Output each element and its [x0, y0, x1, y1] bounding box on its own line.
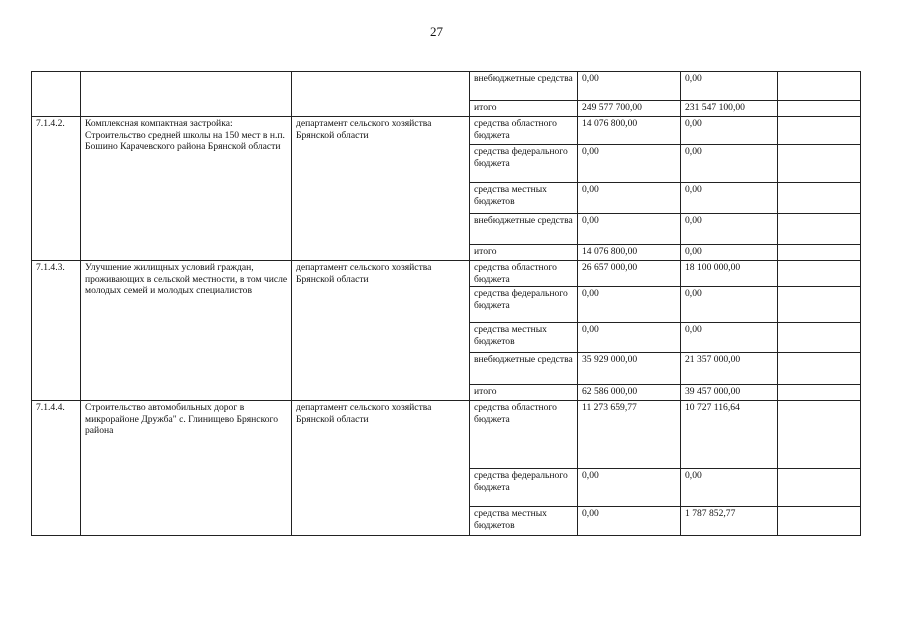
empty-cell [778, 469, 861, 507]
source-value-1: 62 586 000,00 [578, 385, 681, 401]
empty-cell [778, 117, 861, 145]
item-number: 7.1.4.3. [32, 261, 81, 401]
source-value-1: 0,00 [578, 214, 681, 245]
page-number: 27 [430, 24, 443, 39]
empty-cell [778, 323, 861, 353]
source-value-1: 11 273 659,77 [578, 401, 681, 469]
empty-cell [778, 183, 861, 214]
item-name: Улучшение жилищных условий граждан, проживающих в сельской местности, в том числе молодых семей и молодых специалистов [81, 261, 292, 401]
source-value-2: 10 727 116,64 [681, 401, 778, 469]
source-label: внебюджетные средства [470, 72, 578, 101]
source-value-1: 0,00 [578, 287, 681, 323]
item-name [81, 72, 292, 117]
empty-cell [778, 72, 861, 101]
source-label: итого [470, 101, 578, 117]
source-value-2: 0,00 [681, 145, 778, 183]
source-label: средства федерального бюджета [470, 469, 578, 507]
empty-cell [778, 245, 861, 261]
source-value-2: 0,00 [681, 323, 778, 353]
item-name: Комплексная компактная застройка: Строительство средней школы на 150 мест в н.п. Бошино Карачевского района Брянской области [81, 117, 292, 261]
source-value-1: 14 076 800,00 [578, 245, 681, 261]
item-number: 7.1.4.4. [32, 401, 81, 536]
source-label: итого [470, 385, 578, 401]
source-label: средства областного бюджета [470, 401, 578, 469]
source-label: итого [470, 245, 578, 261]
source-value-1: 0,00 [578, 323, 681, 353]
item-executor: департамент сельского хозяйства Брянской области [292, 261, 470, 401]
source-value-1: 249 577 700,00 [578, 101, 681, 117]
budget-table [31, 71, 861, 536]
source-label: средства областного бюджета [470, 261, 578, 287]
source-label: средства областного бюджета [470, 117, 578, 145]
table-row [32, 72, 861, 101]
empty-cell [778, 261, 861, 287]
item-number: 7.1.4.2. [32, 117, 81, 261]
source-value-1: 0,00 [578, 145, 681, 183]
source-value-2: 0,00 [681, 469, 778, 507]
table-row [32, 401, 861, 469]
table-row [32, 117, 861, 145]
source-value-2: 231 547 100,00 [681, 101, 778, 117]
empty-cell [778, 353, 861, 385]
source-value-1: 0,00 [578, 469, 681, 507]
source-value-2: 39 457 000,00 [681, 385, 778, 401]
source-value-1: 14 076 800,00 [578, 117, 681, 145]
source-label: средства федерального бюджета [470, 145, 578, 183]
source-value-2: 0,00 [681, 245, 778, 261]
table-row [32, 261, 861, 287]
empty-cell [778, 214, 861, 245]
source-value-2: 0,00 [681, 287, 778, 323]
source-value-1: 35 929 000,00 [578, 353, 681, 385]
source-value-2: 21 357 000,00 [681, 353, 778, 385]
item-number [32, 72, 81, 117]
source-value-2: 0,00 [681, 183, 778, 214]
source-value-2: 0,00 [681, 214, 778, 245]
empty-cell [778, 145, 861, 183]
source-value-1: 26 657 000,00 [578, 261, 681, 287]
source-label: средства федерального бюджета [470, 287, 578, 323]
source-value-2: 1 787 852,77 [681, 507, 778, 536]
source-value-2: 0,00 [681, 117, 778, 145]
empty-cell [778, 385, 861, 401]
source-label: средства местных бюджетов [470, 507, 578, 536]
empty-cell [778, 101, 861, 117]
source-value-1: 0,00 [578, 183, 681, 214]
source-value-2: 0,00 [681, 72, 778, 101]
source-label: внебюджетные средства [470, 353, 578, 385]
source-value-2: 18 100 000,00 [681, 261, 778, 287]
source-value-1: 0,00 [578, 507, 681, 536]
source-label: средства местных бюджетов [470, 183, 578, 214]
item-executor: департамент сельского хозяйства Брянской области [292, 117, 470, 261]
item-executor [292, 72, 470, 117]
empty-cell [778, 507, 861, 536]
empty-cell [778, 287, 861, 323]
source-value-1: 0,00 [578, 72, 681, 101]
source-label: средства местных бюджетов [470, 323, 578, 353]
source-label: внебюджетные средства [470, 214, 578, 245]
item-executor: департамент сельского хозяйства Брянской области [292, 401, 470, 536]
item-name: Строительство автомобильных дорог в микрорайоне Дружба" с. Глинищево Брянского района [81, 401, 292, 536]
empty-cell [778, 401, 861, 469]
